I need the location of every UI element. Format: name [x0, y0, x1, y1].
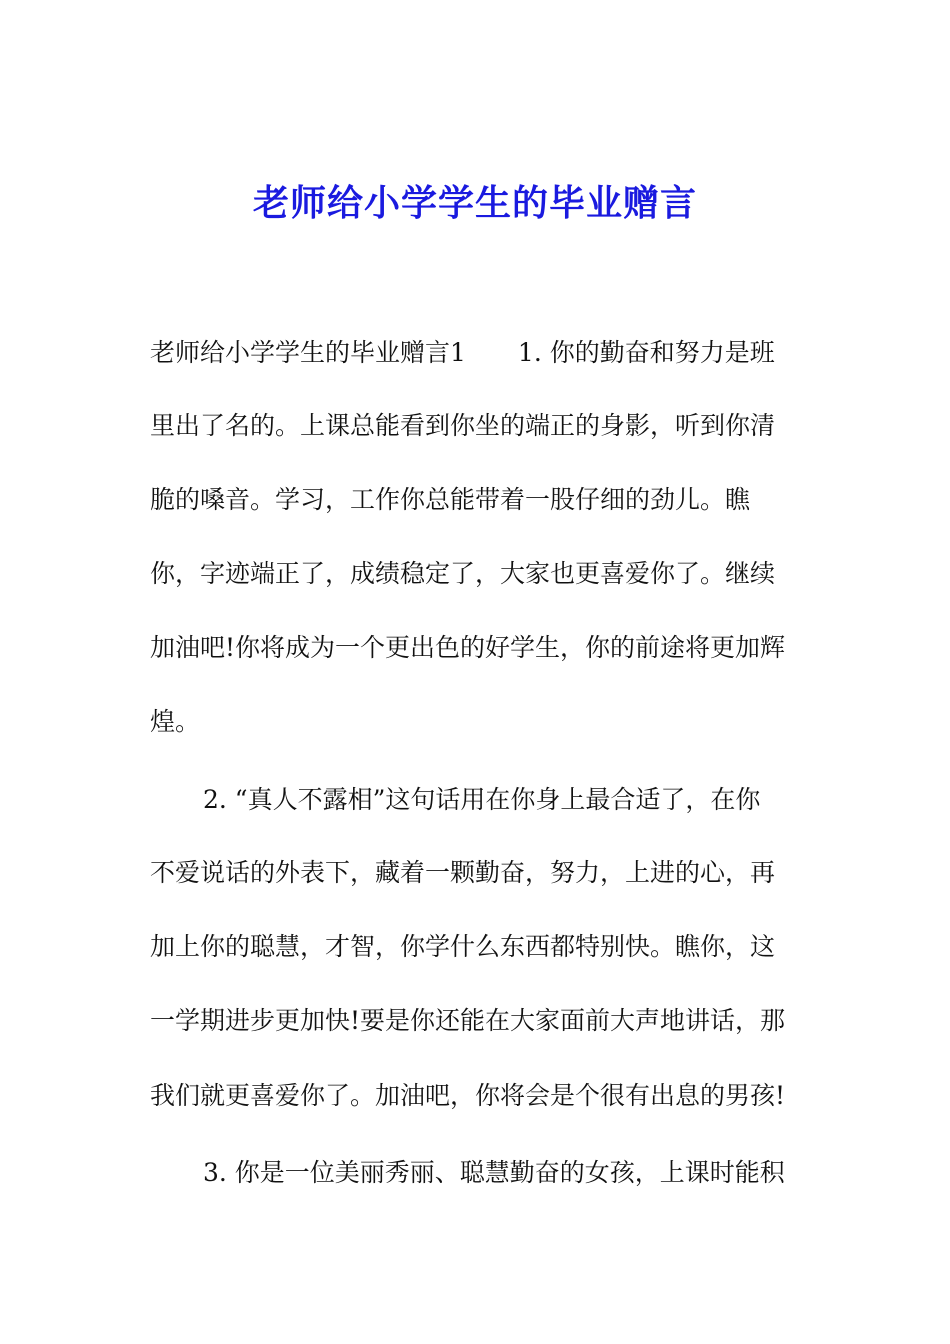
- text-line-5: 加油吧!你将成为一个更出色的好学生，你的前途将更加辉: [150, 633, 786, 662]
- document-title: 老师给小学学生的毕业赠言: [252, 182, 697, 224]
- text-line-12: 3. 你是一位美丽秀丽、聪慧勤奋的女孩，上课时能积: [203, 1158, 785, 1187]
- text-line-11: 我们就更喜爱你了。加油吧，你将会是个很有出息的男孩!: [150, 1081, 786, 1110]
- text-line-3: 脆的嗓音。学习，工作你总能带着一股仔细的劲儿。瞧: [150, 485, 751, 514]
- text-line-10: 一学期进步更加快!要是你还能在大家面前大声地讲话，那: [150, 1006, 786, 1035]
- text-line-9: 加上你的聪慧，才智，你学什么东西都特别快。瞧你，这: [150, 932, 776, 961]
- section-heading: 老师给小学学生的毕业赠言1: [150, 338, 466, 367]
- text-line-1-content: 1. 你的勤奋和努力是班: [517, 338, 775, 367]
- text-line-8: 不爱说话的外表下，藏着一颗勤奋，努力，上进的心，再: [150, 858, 776, 887]
- text-line-7: 2. “真人不露相”这句话用在你身上最合适了，在你: [203, 785, 761, 814]
- text-line-6: 煌。: [150, 707, 201, 736]
- text-line-2: 里出了名的。上课总能看到你坐的端正的身影，听到你清: [150, 411, 776, 440]
- text-line-1: [150, 335, 775, 371]
- text-line-4: 你，字迹端正了，成绩稳定了，大家也更喜爱你了。继续: [150, 559, 776, 588]
